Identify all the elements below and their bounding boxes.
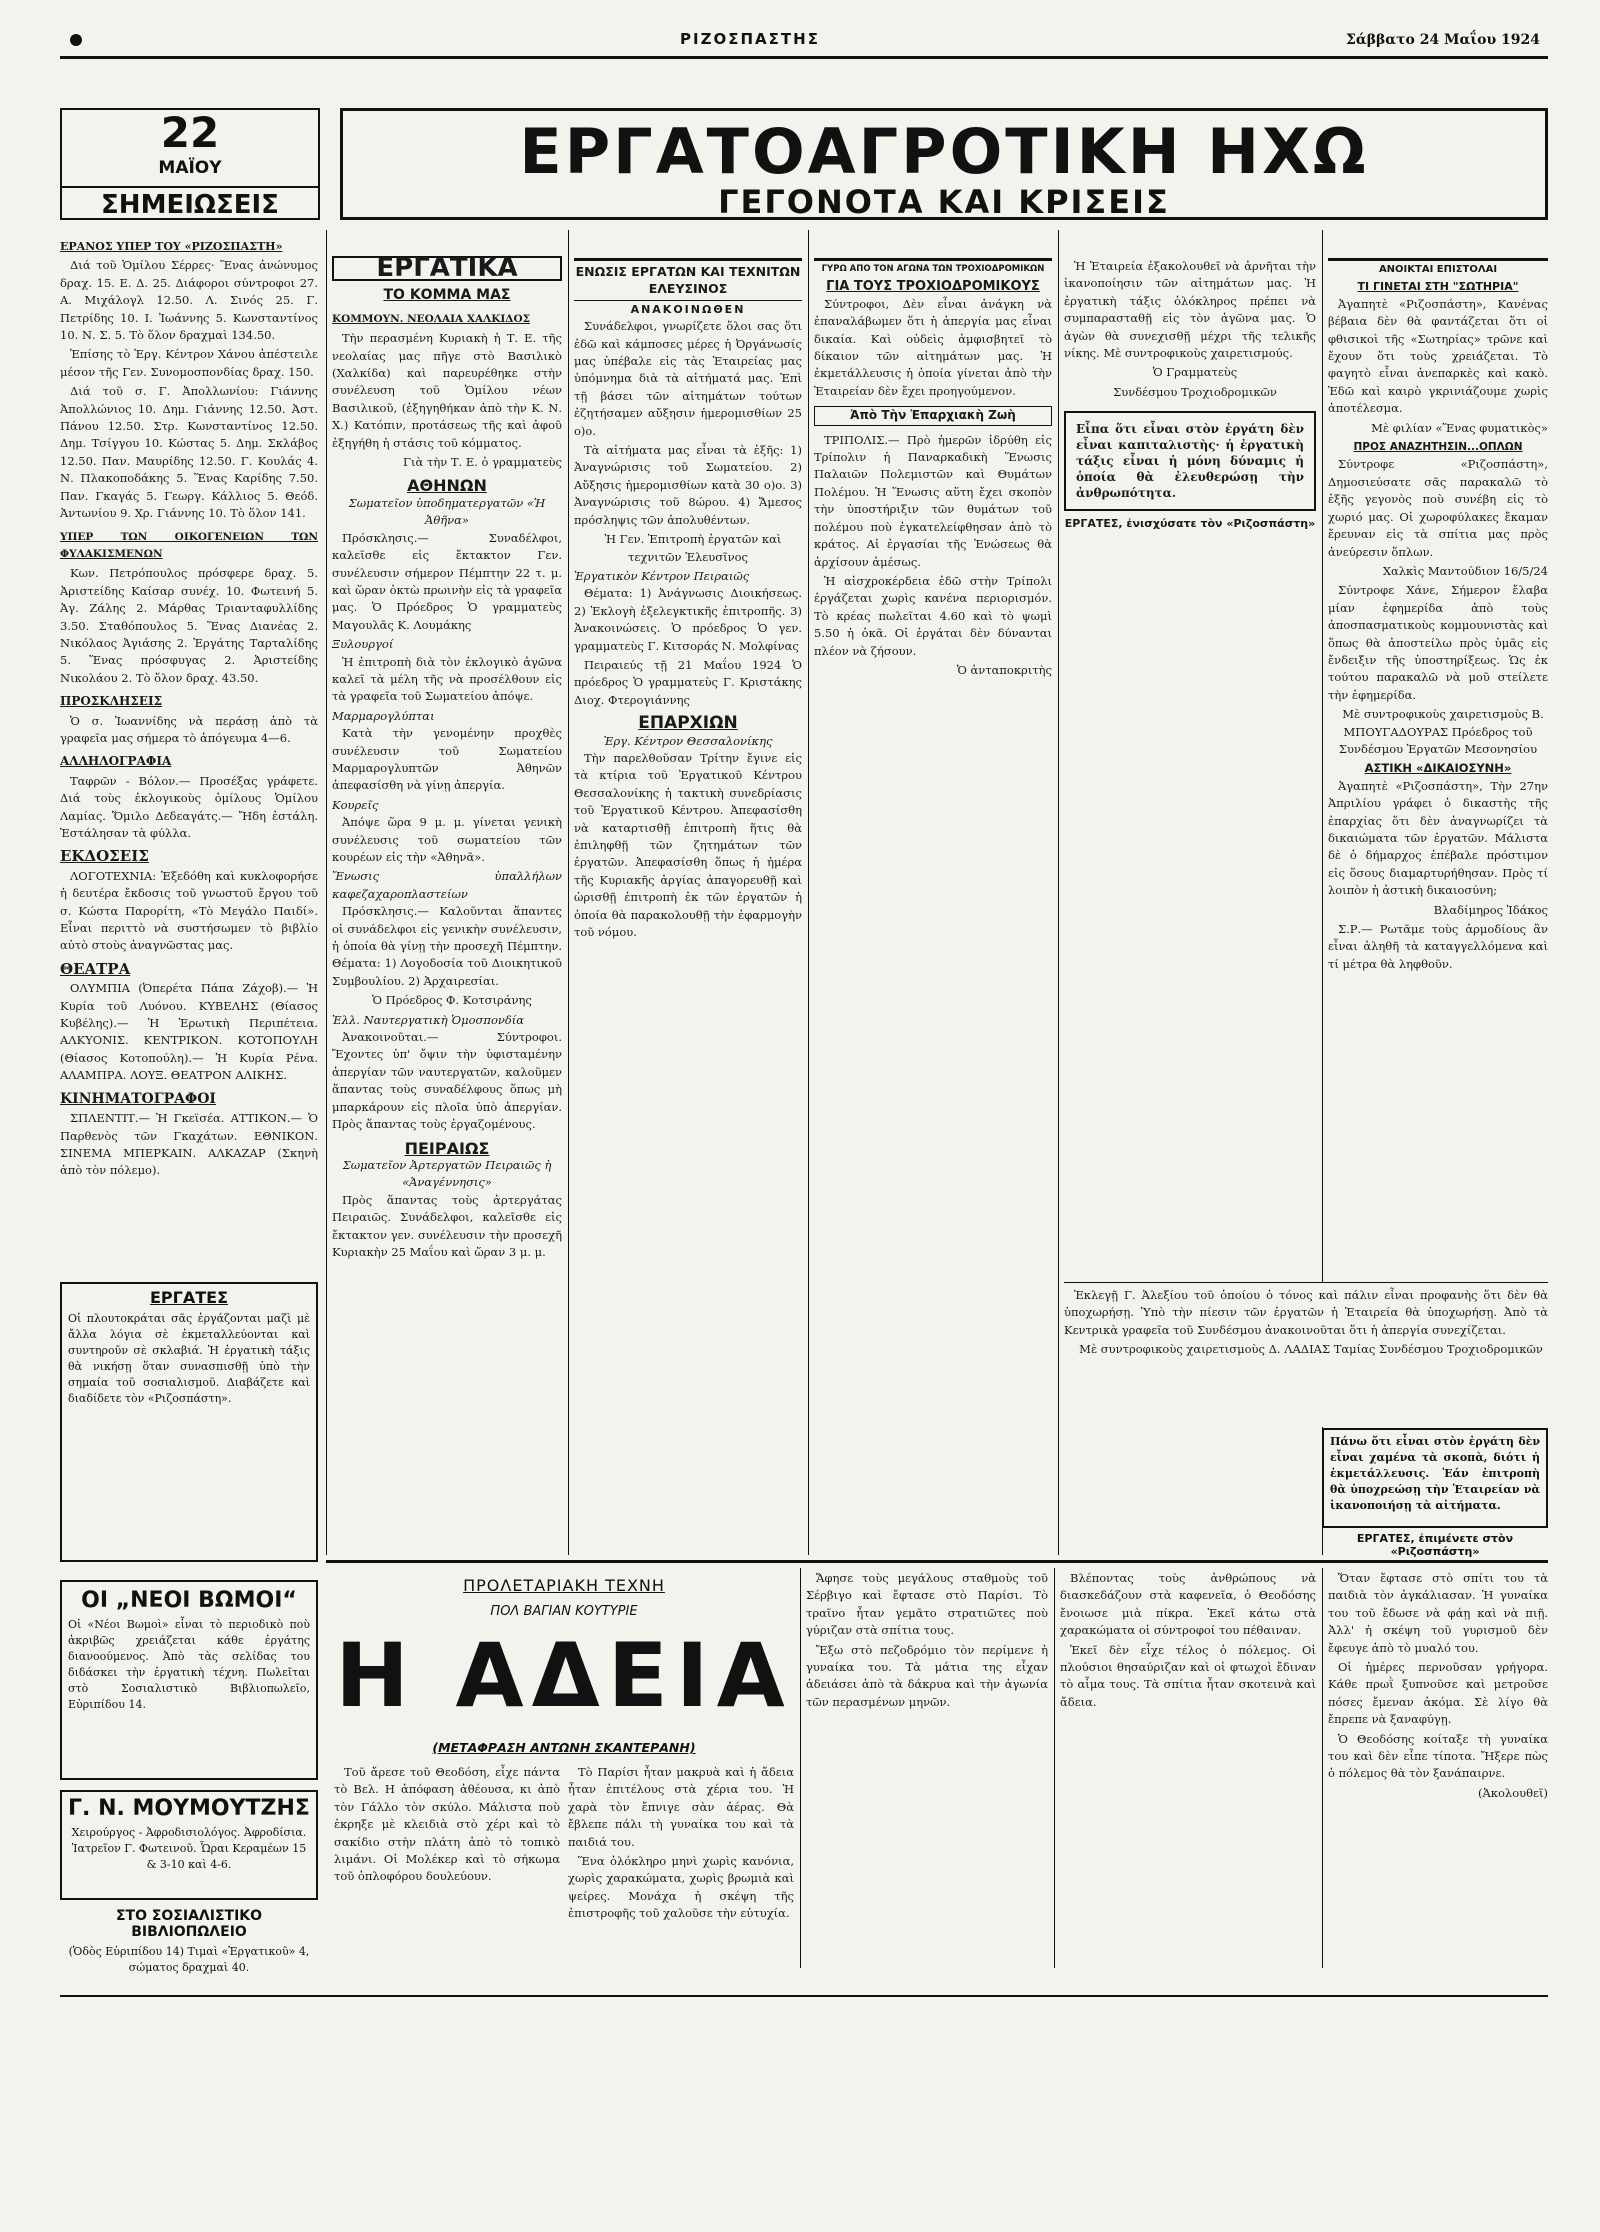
tram-text: Σύντροφοι, Δὲν εἶναι ἀνάγκη νὰ ἐπαναλάβωμεν ὅτι ἡ ἀπεργία μας εἶναι δικαία. Καὶ οὐδεὶς ἀμφισβητεῖ τὸ δίκαιον τῶν αἰτημάτων μας. Ἡ ἐκμετάλλευσις ἡ ὁποία γίνεται ἀπὸ τὴν Ἑταιρείαν δὲν ἔχει προηγούμενον. — [814, 296, 1052, 398]
ad-bib-title: ΣΤΟ ΣΟΣΙΑΛΙΣΤΙΚΟ ΒΙΒΛΙΟΠΩΛΕΙΟ — [115, 1908, 263, 1940]
seamen-text: Ἀνακοινοῦται.— Σύντροφοι. Ἔχοντες ὑπ' ὄψιν τὴν ὑφισταμένην ἀπεργίαν τῶν ναυτεργατῶν, καλοῦμεν ἅπαντας τοὺς συναδέλφους ὅπως μὴ μπαρκάρουν εἰς πλοῖα ὑπὸ ἀπεργίαν. Πρὸς ἅπαντας τοὺς ἐργαζομένους. — [332, 1030, 562, 1132]
story-p3: Ἕνα ὀλόκληρο μηνὶ χωρὶς κανόνια, χωρὶς χαρακώματα, χωρὶς βρωμιὰ καὶ ψείρες. Μονάχα ἡ σκέψη τῆς ἐπιστροφῆς τοῦ χαλοῦσε τὴν εὐτυχία. — [568, 1854, 794, 1921]
story-author: ΠΟΛ ΒΑΓΙΑΝ ΚΟΥΤΥΡΙΕ — [490, 1604, 638, 1619]
eleusis-subheading: ΑΝΑΚΟΙΝΩΘΕΝ — [630, 302, 746, 316]
shoemakers-text: Πρόσκλησις.— Συναδέλφοι, καλεῖσθε εἰς ἔκτακτον Γεν. συνέλευσιν σήμερον Πέμπτην 22 τ. μ. καὶ ὥραν ὀκτὼ πρωινὴν εἰς τὰ γραφεῖα μας. Ὁ Πρόεδρος Ὁ γραμματεὺς Μαγουλᾶς Κ. Λουμάκης — [332, 530, 562, 632]
workers-box — [60, 1282, 318, 1562]
date-day: 22 — [160, 108, 220, 157]
tripoli-text-1: ΤΡΙΠΟΛΙΣ.— Πρὸ ἡμερῶν ἱδρύθη εἰς Τρίπολιν ἡ Παναρκαδικὴ Ἕνωσις Παλαιῶν Πολεμιστῶν καὶ Θυμάτων Πολέμου. Ἡ Ἕνωσις αὕτη ἔχει σκοπὸν τὴν ὑποστήριξιν τῶν θυμάτων τοῦ πολέμου ποὺ ἐγκατελείφθησαν ἀπὸ τὸ κράτος. Αἱ ἐργασίαι τῆς Ἑνώσεως θὰ ἀρχίσουν ἀμέσως. — [814, 432, 1052, 569]
story-col-1 — [334, 1764, 560, 1974]
right-notice-text: Πάνω ὅτι εἶναι στὸν ἐργάτη δὲν εἶναι χαμένα τὰ σκοπὰ, διότι ἡ ἐκμετάλλευσις. Ἐάν ἐπιτροπὴ θὰ ὑποχρεώσῃ τὴν Ἑταιρείαν νὰ ἱκανοποιήσῃ τὰ αἰτήματα. — [1330, 1435, 1540, 1512]
section-ergatika: ΕΡΓΑΤΙΚΑ — [332, 256, 562, 281]
sotiria-heading: ΤΙ ΓΙΝΕΤΑΙ ΣΤΗ "ΣΩΤΗΡΙΑ" — [1357, 280, 1519, 294]
story-col-5 — [1328, 1570, 1548, 1970]
correspondence-text: Ταφρῶν - Βόλον.— Προσέξας γράφετε. Διά τοὺς ἐκλογικοὺς ὁμίλους Ὁμίλου Λαμίας. Ὅμιλο Δεδεαγάτς.— Ἤδη ἐστάλη. Ἐστάλησαν τὰ φύλλα. — [60, 773, 318, 840]
provinces-heading: ΕΠΑΡΧΙΩΝ — [638, 713, 738, 734]
sotiria-text: Ἀγαπητὲ «Ριζοσπάστη», Κανένας βέβαια δὲν θὰ φαντάζεται ὅτι οἱ φθισικοὶ τῆς «Σωτηρίας» τρῶνε καὶ ἔχουν ὅτι τοὺς χρειάζεται. Τὸ φαγητὸ εἶναι ἀνεπαρκὲς καὶ κακὸ. Ἐδῶ καὶ καιρὸ γκρινιάζουμε χωρὶς ἀποτέλεσμα. — [1328, 296, 1548, 416]
cafe-heading: Ἕνωσις ὑπαλλήλων καφεζαχαροπλαστείων — [332, 869, 562, 901]
bottom-rule — [60, 1995, 1548, 1997]
story-p5: Ἔξω στὸ πεζοδρόμιο τὸν περίμενε ἡ γυναίκα του. Τὰ μάτια της εἶχαν ἀδειάσει ἀπὸ τὰ δάκρυα καὶ τὴν ἀγωνία τῶν περασμένων μηνῶν. — [806, 1642, 1048, 1709]
story-rule-3 — [1322, 1568, 1323, 1968]
story-rule-1 — [800, 1568, 801, 1968]
piraeus-heading: ΠΕΙΡΑΙΩΣ — [404, 1138, 490, 1158]
eleusis-sign: Ἡ Γεν. Ἐπιτροπὴ ἐργατῶν καὶ τεχνιτῶν Ἐλευσῖνος — [604, 532, 782, 564]
invitations-heading: ΠΡΟΣΚΛΗΣΕΙΣ — [60, 694, 163, 709]
tram-block-text: Ἐκλεγῇ Γ. Ἀλεξίου τοῦ ὁποίου ὁ τόνος καὶ πάλιν εἶναι προφανὴς ὅτι δὲν θὰ ὑποχωρήσῃ. Ὑπὸ τὴν πίεσιν τῶν ἐργατῶν ἡ Ἑταιρεία θὰ ὑποχωρήσῃ. Ἀπὸ τὰ Κεντρικὰ γραφεῖα τοῦ Συνδέσμου ἀνακοινοῦται ὅτι ἡ ἀπεργία συνεχίζεται. — [1064, 1288, 1548, 1337]
fund-text-2: Ἐπίσης τὸ Ἐργ. Κέντρον Χάνου ἀπέστειλε μέσον τῆς Γεν. Συνομοσπονδίας δραχ. 150. — [60, 347, 318, 379]
justice-sign: Βλαδίμηρος Ἰδάκος — [1433, 902, 1548, 917]
piraeus-center-heading: Ἐργατικὸν Κέντρον Πειραιῶς — [574, 568, 750, 583]
story-title: Η ΑΔΕΙΑ — [335, 1624, 793, 1727]
tram-sign: Ὁ Γραμματεὺς — [1152, 365, 1238, 380]
story-translator: (ΜΕΤΑΦΡΑΣΗ ΑΝΤΩΝΗ ΣΚΑΝΤΕΡΑΝΗ) — [432, 1740, 696, 1755]
athens-heading: ΑΘΗΝΩΝ — [407, 476, 487, 496]
bakers-heading: Σωματεῖον Ἀρτεργατῶν Πειραιῶς ἡ «Ἀναγέννησις» — [342, 1157, 552, 1190]
bakers-text: Πρὸς ἅπαντας τοὺς ἀρτεργάτας Πειραιῶς. Συνάδελφοι, καλεῖσθε εἰς ἔκτακτον γεν. συνέλευσιν τὴν προσεχῆ Κυριακὴν 25 Μαΐου καὶ ὥραν 3 μ. μ. — [332, 1192, 562, 1259]
col5-notice — [1064, 411, 1316, 511]
column-2 — [332, 232, 562, 1555]
tram-kicker: ΓΥΡΩ ΑΠΟ ΤΟΝ ΑΓΩΝΑ ΤΩΝ ΤΡΟΧΙΟΔΡΟΜΙΚΩΝ — [814, 258, 1052, 278]
piraeus-center-text: Θέματα: 1) Ἀνάγνωσις Διοικήσεως. 2) Ἐκλογὴ ἐξελεγκτικῆς ἐπιτροπῆς. 3) Ἀνακοινώσεις. Ὁ πρόεδρος Ὁ γεν. γραμματεὺς Γ. Κιτσοράς Ν. Μολφίνας — [574, 586, 802, 653]
thessaloniki-text: Τὴν παρελθοῦσαν Τρίτην ἔγινε εἰς τὰ κτίρια τοῦ Ἐργατικοῦ Κέντρου Θεσσαλονίκης ἡ τακτικὴ συνεδρίασις τοῦ Ἐργατικοῦ Κέντρου. Ἀπεφασίσθη νὰ καταρτισθῇ ἐπιτροπὴ ἥτις θὰ ἐπιληφθῇ τῶν ζητημάτων τῶν ἐργατῶν. Ἀπεφασίσθη ὅπως ἡ ἡμέρα τῆς Κυριακῆς ἀργίας ἀπαγορευθῇ καὶ ὡρισθῇ ἐπιτροπὴ ἐκ τῶν ἐργατῶν ἡ ὁποία θὰ παρακολουθῇ τὴν ἐφαρμογὴν τοῦ νόμου. — [574, 750, 802, 940]
families-text: Κων. Πετρόπουλος πρόσφερε δραχ. 5. Ἀριστείδης Καίσαρ συνέχ. 10. Φωτεινή 5. Ἀγ. Ζάλης 2. Μάρθας Τριανταφυλλίδης 3.50. Σταθόπουλος 5. Ἕνας Διανέας 2. Νικόλαος Ἀγιάσης 2. Ἐργάτης Ταρταλίδης 5. Ἕνας πρόσφυγας 2. Ἀριστείδης Νικολάου 2. Τὸ ὅλον δραχ. 43.50. — [60, 566, 318, 685]
story-p8: Ὅταν ἔφτασε στὸ σπίτι του τὰ παιδιὰ τὸν ἀγκάλιασαν. Ἡ γυναίκα του τοῦ ἔδωσε νὰ φάῃ καὶ νὰ πιῇ. Ἀλλ' ἡ σκέψη τοῦ γυρισμοῦ δὲν ἔφευγε ἀπὸ τὸ μυαλό του. — [1328, 1571, 1548, 1655]
masthead-title: ΕΡΓΑΤΟΑΓΡΟΤΙΚΗ ΗΧΩ — [519, 115, 1369, 188]
weapons-sign: Μὲ συντροφικοὺς χαιρετισμοὺς Β. ΜΠΟΥΓΑΔΟΥΡΑΣ Πρόεδρος τοῦ Συνδέσμου Ἐργατῶν Μεσονησίου — [1338, 707, 1544, 756]
barbers-text: Ἀπόψε ὥρα 9 μ. μ. γίνεται γενικὴ συνέλευσις τοῦ σωματείου τῶν κουρέων εἰς τὴν «Ἀθηνᾶ». — [332, 815, 562, 864]
story-col-3 — [806, 1570, 1048, 1970]
justice-text: Ἀγαπητὲ «Ριζοσπάστη», Τὴν 27ην Ἀπριλίου γράφει ὁ δικαστὴς τῆς ἐπαρχίας ὅτι δὲν ἀναγνωρίζει τὰ δικαιώματα τῶν ἐργατῶν. Μάλιστα δὲ ὁ δήμαρχος ἐπέβαλε πρόστιμον εἰς ὅσους διαμαρτυρήθησαν. Πρὸς τί λοιπὸν ἡ ἀστικὴ δικαιοσύνη; — [1328, 778, 1548, 898]
cinemas-heading: ΚΙΝΗΜΑΤΟΓΡΑΦΟΙ — [60, 1090, 216, 1107]
carpenters-text: Ἡ ἐπιτροπὴ διὰ τὸν ἐκλογικὸ ἀγῶνα καλεῖ τὰ μέλη τῆς νὰ προσέλθουν εἰς τὰ γραφεῖα τοῦ Σωματείου ἀπόψε. — [332, 654, 562, 704]
tram-block-sign: Μὲ συντροφικοὺς χαιρετισμοὺς Δ. ΛΑΔΙΑΣ Ταμίας Συνδέσμου Τροχιοδρομικῶν — [1079, 1342, 1543, 1357]
date-month: ΜΑΪΟΥ — [158, 158, 222, 178]
workers-box-title: ΕΡΓΑΤΕΣ — [149, 1288, 228, 1307]
ad-bookshop — [60, 1908, 318, 1988]
families-heading: ΥΠΕΡ ΤΩΝ ΟΙΚΟΓΕΝΕΙΩΝ ΤΩΝ ΦΥΛΑΚΙΣΜΕΝΩΝ — [60, 530, 318, 560]
thessaloniki-heading: Ἐργ. Κέντρον Θεσσαλονίκης — [603, 733, 773, 748]
eleusis-text-2: Τὰ αἰτήματα μας εἶναι τὰ ἑξῆς: 1) Ἀναγνώρισις τοῦ Σωματείου. 2) Αὔξησις ἡμερομισθίων κατὰ 30 ο)ο. 3) Ἀναγνώρισις τοῦ 8ώρου. 4) Ἄμεσος πρόσληψις τῶν ἀπολυθέντων. — [574, 443, 802, 527]
justice-note: Σ.Ρ.— Ρωτᾶμε τοὺς ἀρμοδίους ἂν εἶναι ἀληθῆ τὰ καταγγελλόμενα καὶ τί μέτρα θὰ ληφθοῦν. — [1328, 922, 1548, 971]
open-letters-heading: ΑΝΟΙΚΤΑΙ ΕΠΙΣΤΟΛΑΙ — [1328, 258, 1548, 278]
tram-sign-org: Συνδέσμου Τροχιοδρομικῶν — [1113, 384, 1277, 399]
column-3 — [574, 232, 802, 1555]
ad-neoi-vomoi — [60, 1580, 318, 1780]
col-rule-2 — [568, 230, 569, 1555]
story-p9: Οἱ ἡμέρες περνοῦσαν γρήγορα. Κάθε πρωῒ ξυπνοῦσε καὶ μετροῦσε πόσες ἔμεναν ἀκόμα. Σὲ λίγο θὰ ἔπρεπε νὰ ξαναφύγῃ. — [1328, 1660, 1548, 1727]
story-continued: (Ἀκολουθεῖ) — [1478, 1785, 1548, 1800]
story-p7: Ἐκεῖ δὲν εἶχε τέλος ὁ πόλεμος. Οἱ πλούσιοι θησαύριζαν καὶ οἱ φτωχοὶ ἔδιναν τὸ αἷμα τους. Τὰ σπίτια ἦταν σκοτεινὰ καὶ ἄδεια. — [1060, 1642, 1316, 1709]
story-section: ΠΡΟΛΕΤΑΡΙΑΚΗ ΤΕΧΝΗ — [463, 1576, 665, 1595]
correspondence-heading: ΑΛΛΗΛΟΓΡΑΦΙΑ — [60, 754, 172, 769]
ad-neoi-text: Οἱ «Νέοι Βωμοὶ» εἶναι τὸ περιοδικὸ ποὺ ἀκριβῶς χρειάζεται κάθε ἐργάτης διανοούμενος. Ἀπὸ τὰς σελίδας του διδάσκει τὴν ἐργατικὴ τέχνη. Πωλεῖται στὸ Σοσιαλιστικὸ Βιβλιοπωλεῖο, Εὐριπίδου 14. — [68, 1618, 310, 1711]
eleusis-text-1: Συνάδελφοι, γνωρίζετε ὅλοι σας ὅτι ἐδῶ καὶ κάμποσες μέρες ἡ Ὀργάνωσίς μας ὑπέβαλε εἰς τὰς Ἑταιρείας μας ὑπόμνημα διὰ τὰ αἰτήματά μας. Ἐπὶ τῇ βάσει τῶν αἰτημάτων τούτων ἐζητήσαμεν αὔξησιν ἡμερομισθίων 25 ο)ο. — [574, 319, 802, 438]
weapons-text: Σύντροφε «Ριζοσπάστη», Δημοσιεύσατε σᾶς παρακαλῶ τὸ ἑξῆς γεγονὸς ποὺ συνέβη εἰς τὸ χωριό μας. Οἱ χωροφύλακες ἔκαμαν ἔρευναν εἰς τὰ σπίτια μας πρὸς ἀνεύρεσιν ὅπλων. — [1328, 457, 1548, 559]
col-rule-4 — [1058, 230, 1059, 1555]
provincial-heading: Ἀπὸ Τὴν Ἐπαρχιακὴ Ζωὴ — [814, 406, 1052, 425]
right-notice — [1322, 1428, 1548, 1528]
column-1 — [60, 232, 318, 1277]
story-rule-2 — [1054, 1568, 1055, 1968]
cafe-text: Πρόσκλησις.— Καλοῦνται ἅπαντες οἱ συνάδελφοι εἰς γενικὴν συνέλευσιν, ἡ ὁποία θὰ γίνῃ τὴν προσεχῆ Πέμπτην. Θέματα: 1) Λογοδοσία τοῦ Διοικητικοῦ Συμβουλίου. 2) Ἀρχαιρεσίαι. — [332, 904, 562, 988]
tripoli-sign: Ὁ ἀνταποκριτὴς — [956, 662, 1052, 677]
carpenters-heading: Ξυλουργοί — [332, 637, 394, 652]
story-p10: Ὁ Θεοδόσης κοίταξε τὴ γυναίκα του καὶ δὲν εἶπε τίποτα. Ἤξερε πὼς ὁ πόλεμος θὰ τὸν ξανάπαιρνε. — [1328, 1731, 1548, 1781]
workers-box-text: Οἱ πλουτοκράται σᾶς ἐργάζονται μαζὶ μὲ ἄλλα λόγια σὲ ἐκμεταλλεύονται καὶ συντηροῦν σὲ σκλαβιά. Ἡ ἐργατικὴ τάξις θὰ νικήσῃ ὅταν συνασπισθῇ ὑπὸ τὴν σημαία τοῦ σοσιαλισμοῦ. Διαβάζετε καὶ διαδίδετε τὸν «Ριζοσπάστη». — [68, 1312, 310, 1405]
justice-heading: ΑΣΤΙΚΗ «ΔΙΚΑΙΟΣΥΝΗ» — [1364, 761, 1512, 776]
tram-heading: ΓΙΑ ΤΟΥΣ ΤΡΟΧΙΟΔΡΟΜΙΚΟΥΣ — [826, 279, 1040, 295]
col5-slogan: ΕΡΓΑΤΕΣ, ἐνισχύσατε τὸν «Ριζοσπάστη» — [1064, 517, 1316, 531]
story-col-4 — [1060, 1570, 1316, 1970]
shoemakers-heading: Σωματεῖον ὑποδηματεργατῶν «Ἡ Ἀθῆνα» — [348, 495, 546, 528]
col-rule-3 — [808, 230, 809, 1555]
seamen-heading: Ἑλλ. Ναυτεργατικὴ Ὁμοσπονδία — [332, 1012, 525, 1027]
top-bar — [60, 30, 1540, 54]
ad-moumoutzis — [60, 1790, 318, 1900]
marble-heading: Μαρμαρογλύπται — [332, 708, 435, 723]
ad-moum-title: Γ. Ν. ΜΟΥΜΟΥΤΖΗΣ — [68, 1796, 310, 1821]
piraeus-center-sign: Πειραιεύς τῇ 21 Μαΐου 1924 Ὁ πρόεδρος Ὁ γραμματεὺς Γ. Κριστάκης Διοχ. Φτερογιάννης — [574, 657, 802, 707]
ad-moum-text: Χειρούργος - Ἀφροδισιολόγος. Ἀφροδίσια. Ἰατρεῖον Γ. Φωτεινοῦ. Ὧραι Κεραμέων 15 & 3-10 καὶ 4-6. — [71, 1826, 307, 1871]
story-p1: Τοῦ ἄρεσε τοῦ Θεοδόση, εἶχε πάντα τὸ Βελ. Η ἀπόφαση ἀθέουσα, κι ἀπὸ τὸν Γάλλο τὸν σκύλο. Μάλιστα ποὺ ἐκρηξε μὲ κλειδιὰ στὸ χέρι καὶ τὸ σακίδιο στὴν πλάτη ἀπὸ τὸ τοπικὸ λιμάνι. Οἱ Μολέκερ καὶ τὸ σήκωμα τοῦ ὁπλοφόρου δουλεύουν. — [334, 1765, 560, 1884]
fund-text-3: Διά τοῦ σ. Γ. Ἀπολλωνίου: Γιάννης Ἀπολλώνιος 10. Δημ. Γιάννης 12.50. Ἀστ. Πάνου 12.50. Στρ. Κωνσταντίνος 12.50. Δημ. Τσίγγου 10. Κώστας 5. Δημ. Σκλάβος 12.50. Παν. Μαυρίδης 12.50. Γ. Κουλάς 4. Ν. Πλακοποδάκης 5. Ἕνας Καρίδης 7.50. Παν. Γκαγάς 5. Γεωργ. Κάλλιος 5. Θεόδ. Ἀντωνίου 9. Χρ. Γιάννης 10. Τὸ ὅλον 141. — [60, 384, 318, 521]
eleusis-heading: ΕΝΩΣΙΣ ΕΡΓΑΤΩΝ ΚΑΙ ΤΕΧΝΙΤΩΝ ΕΛΕΥΣΙΝΟΣ — [574, 258, 802, 301]
youth-text: Τὴν περασμένη Κυριακὴ ἡ Τ. Ε. τῆς νεολαίας μας πῆγε στὸ Βασιλικὸ (Χαλκίδα) καὶ παρευρέθηκε στὴν συνέλευση τοῦ Ὁμίλου νέων Βασιλικοῦ, (ἐξηγηθήκαν ἀπὸ τὴν Κ. Ν. Χ.) Κατόπιν, προτάσεως τῆς καὶ ἀφοῦ ἐξηγήθη ἡ στάσις τοῦ κόμματος. — [332, 331, 562, 450]
party-heading: ΤΟ ΚΟΜΜΑ ΜΑΣ — [383, 287, 511, 304]
theatres-text: ΟΛΥΜΠΙΑ (Ὀπερέτα Πάπα Ζάχοβ).— Ἡ Κυρία τοῦ Λυόνου. ΚΥΒΕΛΗΣ (Θίασος Κυβέλης).— Ἡ Ἐρωτικὴ Περιπέτεια. ΑΛΚΥΟΝΙΣ. ΚΕΝΤΡΙΚΟΝ. ΚΟΤΟΠΟΥΛΗ (Θίασος Κοτοπούλη).— Ἡ Κυρία Ρένα. ΑΛΑΜΠΡΑ. ΛΟΥΞ. ΘΕΑΤΡΟΝ ΑΛΙΚΗΣ. — [60, 981, 318, 1083]
youth-heading: ΚΟΜΜΟΥΝ. ΝΕΟΛΑΙΑ ΧΑΛΚΙΔΟΣ — [332, 312, 531, 325]
fund-text-1: Διά τοῦ Ὁμίλου Σέρρες· Ἕνας ἀνώνυμος δραχ. 15. Ε. Δ. 25. Διάφοροι σύντροφοι 27. Α. Μιχάλογλ 12.50. Λ. Σινός 25. Γ. Πετρίδης 10. Ι. Ἰωάννης 5. Κωνσταντίνος 10. Ν. Σ. 5. Τὸ ὅλον δραχμαὶ 134.50. — [60, 258, 318, 343]
col-rule-1 — [326, 230, 327, 1555]
top-rule — [60, 56, 1548, 59]
tram-continued-text: Ἡ Ἑταιρεία ἐξακολουθεῖ νὰ ἀρνῆται τὴν ἱκανοποίησιν τῶν αἰτημάτων μας. Ἡ ἐργατικὴ τάξις ὁλόκληρος πρέπει νὰ συμπαρασταθῇ εἰς τὸν ἀγῶνα μας. Ὁ ἀγὼν θὰ συνεχισθῇ μέχρι τῆς τελικῆς νίκης. Μὲ συντροφικοὺς χαιρετισμούς. — [1064, 259, 1316, 361]
fund-heading: ΕΡΑΝΟΣ ΥΠΕΡ ΤΟΥ «ΡΙΖΟΣΠΑΣΤΗ» — [60, 240, 283, 253]
cafe-sign: Ὁ Πρόεδρος Φ. Κοτσιράνης — [372, 993, 532, 1008]
column-4 — [814, 232, 1052, 1555]
date-box — [60, 108, 320, 220]
tram-block — [1064, 1282, 1548, 1427]
theatres-heading: ΘΕΑΤΡΑ — [60, 959, 131, 978]
barbers-heading: Κουρεῖς — [332, 797, 379, 812]
page-flag: ΡΙΖΟΣΠΑΣΤΗΣ — [680, 30, 820, 48]
tripoli-text-2: Ἡ αἰσχροκέρδεια ἐδῶ στὴν Τρίπολι ἐργάζεται χωρὶς κανένα περιορισμόν. Τὸ κρέας πωλεῖται 4.60 καὶ τὸ ψωμὶ 5.50 ἡ ὀκᾶ. Οἱ ἐργάται δὲν δύνανται πλέον νὰ ζήσουν. — [814, 573, 1052, 658]
ad-neoi-title: ΟΙ „ΝΕΟΙ ΒΩΜΟΙ“ — [81, 1588, 297, 1613]
weapons-text-2: Σύντροφε Χάνε, Σήμερον ἔλαβα μίαν ἐφημερίδα ἀπὸ τοὺς ἀποσπασματικοὺς κομμουνιστὰς καὶ ὅπως θὰ ἀποστείλω πρὸς ὑμᾶς εἰς ἔνδειξιν τῆς ὑποστηρίξεως. Ὡς ἐκ τούτου παρακαλῶ νὰ μοῦ στείλετε τὴν ἐφημερίδα. — [1328, 583, 1548, 702]
weapons-heading: ΠΡΟΣ ΑΝΑΖΗΤΗΣΙΝ...ΟΠΛΩΝ — [1353, 441, 1523, 454]
bottom-section-rule — [326, 1560, 1548, 1563]
col5-notice-text: Εἶπα ὅτι εἶναι στὸν ἐργάτη δὲν εἶναι καπιταλιστὴς· ἡ ἐργατικὴ τάξις εἶναι ἡ μόνη δύναμις ἡ ὁποία θὰ ἐλευθερώσῃ τὴν ἀνθρωπότητα. — [1076, 422, 1304, 501]
ad-bib-text: (Ὁδὸς Εὐριπίδου 14) Τιμαὶ «Ἐργατικοῦ» 4, σώματος δραχμαὶ 40. — [68, 1945, 310, 1974]
story-col-2 — [568, 1764, 794, 1974]
masthead-subtitle: ΓΕΓΟΝΟΤΑ ΚΑΙ ΚΡΙΣΕΙΣ — [718, 183, 1170, 221]
cinemas-text: ΣΠΛΕΝΤΙΤ.— Ἡ Γκεϊσέα. ΑΤΤΙΚΟΝ.— Ὁ Παρθενὸς τῶν Γκαχάτων. ΕΘΝΙΚΟΝ. ΣΙΝΕΜΑ ΜΠΕΡΚΑΙΝ. ΑΛΚΑΖΑΡ (Σκηνὴ ἀπὸ τὸν πόλεμο). — [60, 1111, 318, 1178]
page-date: Σάββατο 24 Μαΐου 1924 — [1346, 32, 1540, 48]
flag-bullet — [70, 34, 82, 46]
sotiria-sign: Μὲ φιλίαν «Ἕνας φυματικὸς» — [1371, 420, 1548, 435]
publications-text: ΛΟΓΟΤΕΧΝΙΑ: Ἐξεδόθη καὶ κυκλοφορήσε ἡ δευτέρα ἔκδοσις τοῦ γνωστοῦ ἔργου τοῦ σ. Κώστα Παρορίτη, «Τὸ Μεγάλο Παιδί». Εἶναι περιττὸ νὰ συστήσωμεν τὸ βιβλίο αὐτὸ στοὺς ἀναγνῶστας μας. — [60, 868, 318, 953]
story-p6: Βλέποντας τοὺς ἀνθρώπους νὰ διασκεδάζουν στὰ καφενεῖα, ὁ Θεοδόσης ἔνοιωσε μιὰ πίκρα. Ἐκεῖ κάτω στὰ χαρακώματα οἱ σύντροφοί του πέθαιναν. — [1060, 1571, 1316, 1638]
publications-heading: ΕΚΔΟΣΕΙΣ — [60, 847, 149, 866]
story-p4: Ἄφησε τοὺς μεγάλους σταθμοὺς τοῦ Σέρβιγο καὶ ἔφτασε στὸ Παρίσι. Τὸ τραῖνο ἦταν γεμᾶτο στρατιῶτες ποὺ γύριζαν στὰ σπίτια τους. — [806, 1571, 1048, 1638]
masthead — [340, 108, 1548, 220]
invitations-text: Ὁ σ. Ἰωαννίδης νὰ περάσῃ ἀπὸ τὰ γραφεῖα μας σήμερα τὸ ἀπόγευμα 4—6. — [60, 713, 318, 745]
youth-sign: Γιὰ τὴν Τ. Ε. ὁ γραμματεὺς — [403, 455, 562, 470]
notes-label: ΣΗΜΕΙΩΣΕΙΣ — [62, 186, 318, 220]
weapons-date: Χαλκὶς Μαντούδιον 16/5/24 — [1382, 563, 1548, 578]
marble-text: Κατὰ τὴν γενομένην προχθὲς συνέλευσιν τοῦ Σωματείου Μαρμαρογλυπτῶν Ἀθηνῶν ἀπεφασίσθη νὰ γίνῃ ἀπεργία. — [332, 726, 562, 793]
story-p2: Τὸ Παρίσι ἦταν μακρυὰ καὶ ἡ ἄδεια ἦταν ἐπιτέλους στὰ χέρια του. Ἡ χαρὰ τὸν ἔπνιγε σὰν ἀέρας. Θὰ ἔβλεπε πάλι τὴ γυναίκα του καὶ τὰ παιδιά του. — [568, 1765, 794, 1849]
right-slogan: ΕΡΓΑΤΕΣ, ἐπιμένετε στὸν «Ριζοσπάστη» — [1356, 1532, 1514, 1558]
